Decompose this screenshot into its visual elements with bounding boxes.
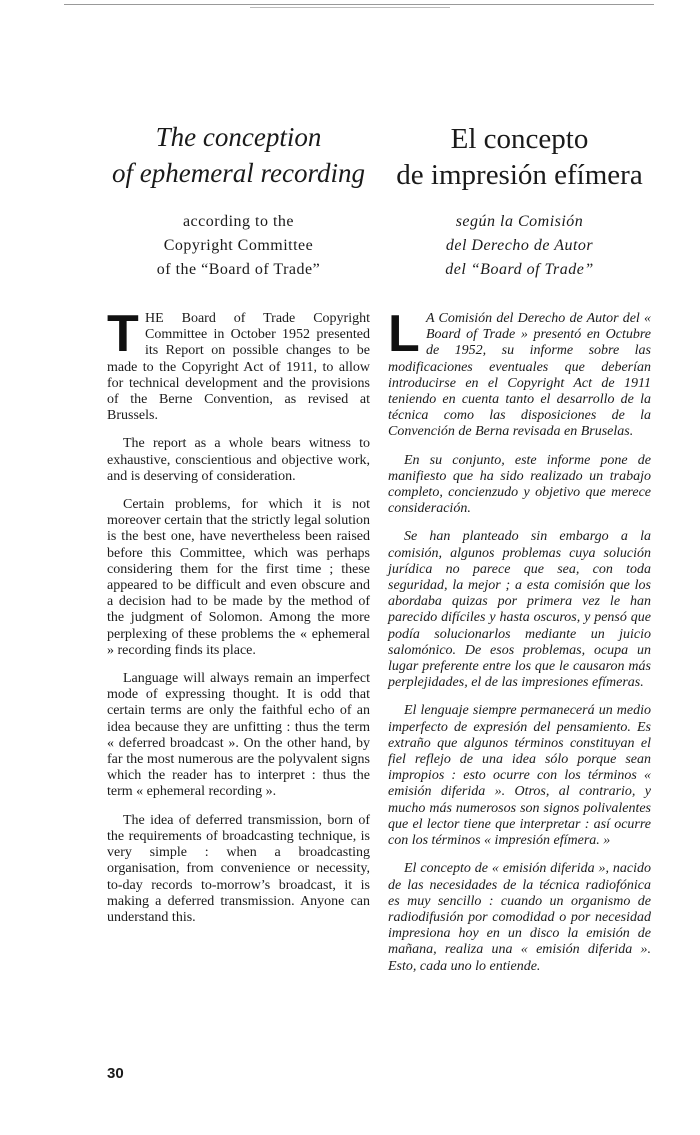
english-title — [107, 119, 370, 191]
english-subtitle-line3: of the “Board of Trade” — [156, 261, 321, 278]
english-subtitle — [107, 210, 370, 282]
english-title-line2: of ephemeral recording — [112, 158, 365, 188]
top-rule-secondary — [250, 7, 450, 8]
spanish-subtitle-line1: según la Comisión — [455, 213, 584, 230]
english-paragraph-1: THE Board of Trade Copyright Committee in October 1952 presented its Report on possible changes to be made to the Copyright Act of 1911, to allow for technical development and the provisions of the Berne Convention, as revised at Brussels. — [107, 305, 370, 424]
english-paragraph-2: The report as a whole bears witness to exhaustive, conscientious and objective work, and is deserving of consideration. — [107, 436, 370, 484]
english-body — [107, 305, 370, 938]
top-rule — [64, 4, 654, 5]
page-number: 30 — [107, 1065, 124, 1082]
english-paragraph-3: Certain problems, for which it is not moreover certain that the strictly legal solution is the best one, have nevertheless been raised before this Committee, which was perhaps considering them for the first time ; these appeared to be difficult and even obscure and a decision had to be made by the method of the judgment of Solomon. Among the more perplexing of these problems the « ephemeral » recording finds its place. — [107, 497, 370, 658]
spanish-subtitle — [388, 210, 651, 282]
spanish-dropcap: L — [388, 305, 420, 363]
spanish-paragraph-5: El concepto de « emisión diferida », nacido de las necesidades de la técnica radiofónica es muy sencillo : cuando un organismo de radiodifusión por comodidad o por necesidad impresiona hoy en un disco la emisión de mañana, realiza una « emisión diferida ». Esto, cada uno lo entiende. — [388, 861, 651, 974]
spanish-body — [388, 305, 651, 987]
english-paragraph-4: Language will always remain an imperfect mode of expressing thought. It is odd that certain terms are only the faithful echo of an idea because they are unfitting : thus the term « deferred broadcast ». On the other hand, by far the most numerous are the polyvalent signs which the reader has to interpret : thus the term « ephemeral recording ». — [107, 671, 370, 800]
spanish-paragraph-2: En su conjunto, este informe pone de manifiesto que ha sido realizado un trabajo completo, concienzudo y objetivo que merece consideración. — [388, 452, 651, 517]
spanish-title-line2: de impresión efímera — [396, 159, 643, 191]
english-dropcap: T — [107, 305, 139, 363]
spanish-paragraph-3: Se han planteado sin embargo a la comisión, algunos problemas cuya solución jurídica no parece que sea, con toda seguridad, la mejor ; a esta comisión que los abordaba quizas por primera vez le han parecido difíciles y hasta oscuros, y pensó que podía solucionarlos mediante un juicio salomónico. De esos problemas, ocupa un lugar preferente entre los que le causaron más perplejidades, el de las impresiones efímeras. — [388, 529, 651, 691]
spanish-paragraph-1: L A Comisión del Derecho de Autor del « Board of Trade » presentó en Octubre de 1952, su informe sobre las modificaciones eventuales que deberían introducirse en el Copyright Act de 1911 teniendo en cuenta tanto el desarrollo de la técnica como las disposiciones de la Convención de Berna revisada en Bruselas. — [388, 305, 651, 440]
english-paragraph-5: The idea of deferred transmission, born of the requirements of broadcasting technique, is very simple : when a broadcasting organisation, from convenience or necessity, to-day records to-morrow’s broadcast, it is making a deferred transmission. Anyone can understand this. — [107, 812, 370, 925]
spanish-title-line1: El concepto — [450, 123, 589, 155]
english-subtitle-line2: Copyright Committee — [163, 237, 314, 254]
spanish-subtitle-line2: del Derecho de Autor — [445, 237, 594, 254]
spanish-subtitle-line3: del “Board of Trade” — [445, 261, 594, 278]
english-subtitle-line1: according to the — [182, 213, 295, 230]
spanish-paragraph-4: El lenguaje siempre permanecerá un medio imperfecto de expresión del pensamiento. Es extraño que algunos términos constituyan el fiel reflejo de una idea sólo porque sean impropios : esto ocurre con los términos « emisión diferida ». Otros, al contrario, y mucho más numerosos son signos polivalentes que el lector tiene que interpretar : así ocurre con los términos « impresión efímera. » — [388, 703, 651, 849]
spanish-title — [388, 121, 651, 193]
english-title-line1: The conception — [155, 122, 322, 152]
